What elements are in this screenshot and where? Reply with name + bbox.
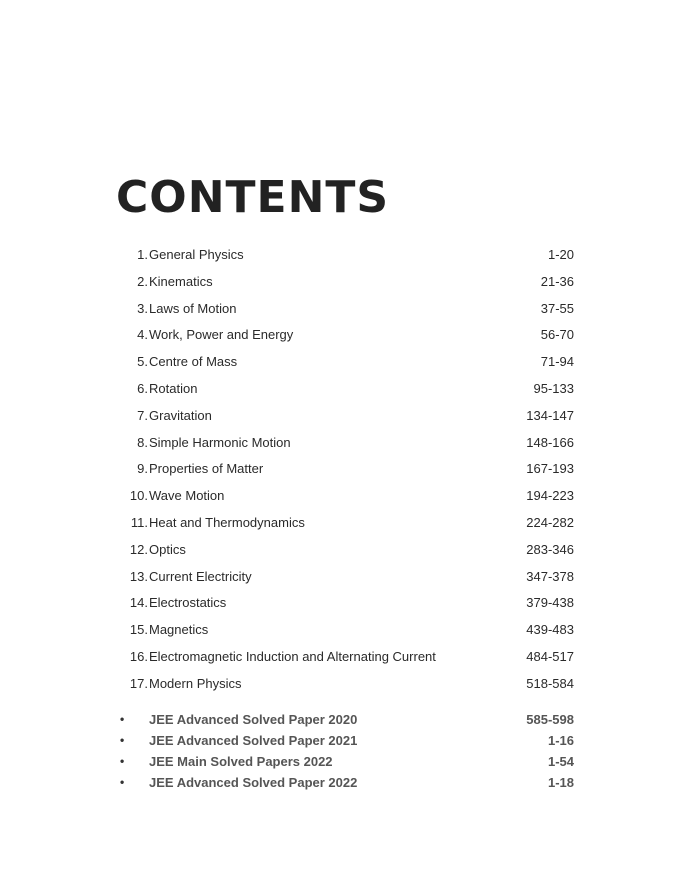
bullet-icon: • (120, 733, 125, 747)
solved-paper-title: JEE Advanced Solved Paper 2020 (149, 712, 358, 727)
solved-papers-list (116, 709, 574, 793)
chapter-title: Heat and Thermodynamics (149, 514, 305, 530)
chapter-number: 11. (130, 514, 148, 530)
chapter-row (116, 590, 574, 617)
chapter-title: Modern Physics (149, 675, 242, 691)
solved-paper-row (116, 751, 574, 772)
chapter-title: Electromagnetic Induction and Alternating Current (149, 648, 436, 664)
chapter-title: Centre of Mass (149, 354, 238, 370)
chapter-pages: 21-36 (540, 273, 574, 289)
chapter-title: Optics (149, 541, 186, 557)
chapter-number: 15. (129, 622, 148, 638)
chapter-number: 17. (129, 675, 148, 691)
chapter-title: Simple Harmonic Motion (149, 434, 291, 450)
solved-paper-title: JEE Main Solved Papers 2022 (149, 754, 333, 769)
solved-paper-pages: 585-598 (526, 712, 574, 727)
chapter-title: Rotation (149, 380, 198, 396)
chapter-pages: 484-517 (526, 648, 574, 664)
solved-paper-title: JEE Advanced Solved Paper 2022 (149, 775, 358, 790)
chapter-number: 1. (137, 247, 148, 262)
chapter-pages: 148-166 (526, 434, 574, 450)
chapter-pages: 194-223 (526, 488, 574, 504)
chapter-pages: 95-133 (533, 380, 574, 396)
solved-paper-row (116, 709, 574, 730)
chapter-row (116, 349, 574, 376)
chapter-pages: 134-147 (526, 407, 574, 423)
chapter-pages: 518-584 (526, 675, 574, 691)
chapter-row (116, 564, 574, 591)
chapter-row (116, 296, 574, 323)
chapter-row (116, 456, 574, 483)
chapter-pages: 347-378 (526, 568, 574, 584)
chapter-number: 7. (137, 407, 148, 423)
chapter-row (116, 671, 574, 698)
chapter-number: 14. (129, 595, 148, 611)
chapter-number: 6. (137, 380, 148, 396)
chapter-number: 3. (137, 300, 148, 316)
chapter-number: 12. (129, 541, 148, 557)
chapter-list (116, 242, 574, 698)
bullet-icon: • (120, 775, 125, 789)
chapter-pages: 283-346 (526, 541, 574, 557)
chapter-number: 10. (129, 488, 148, 504)
chapter-row (116, 269, 574, 296)
chapter-number: 16. (129, 648, 148, 664)
chapter-row (116, 403, 574, 430)
chapter-row (116, 537, 574, 564)
solved-paper-row (116, 730, 574, 751)
chapter-pages: 439-483 (526, 622, 574, 638)
chapter-title: Work, Power and Energy (149, 327, 294, 343)
chapter-title: Magnetics (149, 622, 209, 638)
chapter-row (116, 376, 574, 403)
chapter-row (116, 242, 574, 269)
chapter-row (116, 510, 574, 537)
chapter-title: Kinematics (149, 273, 213, 289)
solved-paper-title: JEE Advanced Solved Paper 2021 (149, 733, 358, 748)
solved-paper-pages: 1-18 (547, 775, 574, 790)
chapter-row (116, 617, 574, 644)
chapter-number: 4. (137, 327, 148, 343)
chapter-number: 13. (129, 568, 148, 584)
chapter-row (116, 483, 574, 510)
chapter-title: Current Electricity (149, 568, 252, 584)
chapter-number: 9. (137, 461, 148, 477)
bullet-icon: • (120, 712, 125, 726)
chapter-number: 2. (137, 273, 148, 289)
chapter-pages: 56-70 (540, 327, 574, 343)
chapter-pages: 71-94 (540, 354, 574, 370)
chapter-title: Gravitation (149, 407, 212, 423)
chapter-pages: 1-20 (547, 247, 574, 262)
chapter-pages: 167-193 (526, 461, 574, 477)
chapter-number: 5. (137, 354, 148, 370)
page-title: CONTENTS (116, 172, 390, 223)
chapter-title: Electrostatics (149, 595, 227, 611)
chapter-title: Properties of Matter (149, 461, 264, 477)
solved-paper-row (116, 772, 574, 793)
bullet-icon: • (120, 754, 125, 768)
chapter-title: General Physics (149, 247, 244, 262)
chapter-number: 8. (137, 434, 148, 450)
chapter-row (116, 644, 574, 671)
chapter-row (116, 430, 574, 457)
chapter-pages: 224-282 (526, 514, 574, 530)
chapter-pages: 379-438 (526, 595, 574, 611)
chapter-title: Wave Motion (149, 488, 225, 504)
solved-paper-pages: 1-16 (547, 733, 574, 748)
solved-paper-pages: 1-54 (547, 754, 574, 769)
chapter-row (116, 322, 574, 349)
chapter-pages: 37-55 (540, 300, 574, 316)
chapter-title: Laws of Motion (149, 300, 237, 316)
